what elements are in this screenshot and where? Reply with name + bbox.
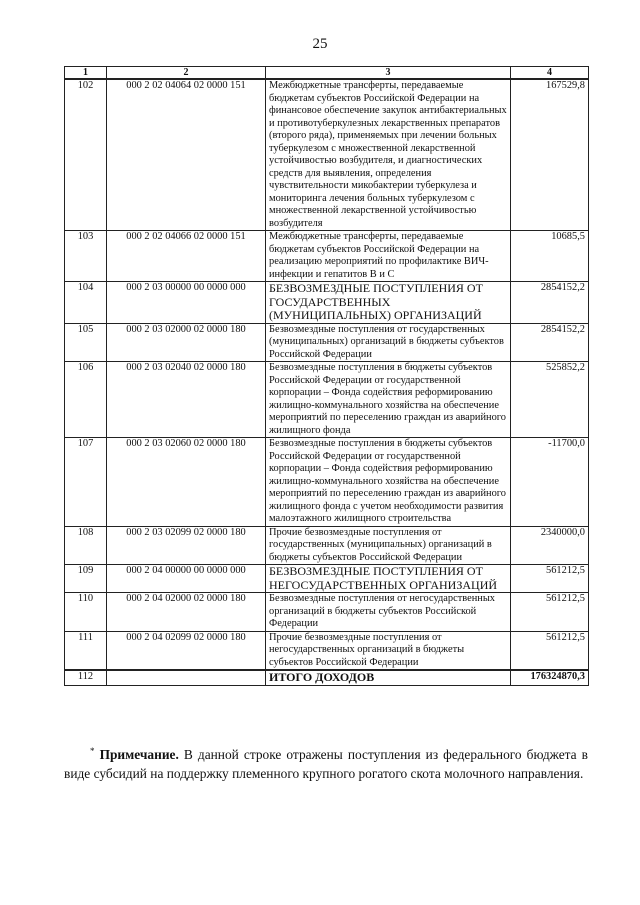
- row-number: 105: [65, 323, 107, 362]
- row-amount: 167529,8: [511, 79, 589, 231]
- row-description: БЕЗВОЗМЕЗДНЫЕ ПОСТУПЛЕНИЯ ОТ НЕГОСУДАРСТВЕННЫХ ОРГАНИЗАЦИЙ: [266, 565, 511, 593]
- table-row: [65, 438, 589, 527]
- row-number: 109: [65, 565, 107, 593]
- row-description: Безвозмездные поступления от негосударственных организаций в бюджеты субъектов Российской Федерации: [266, 593, 511, 632]
- page-number: 25: [312, 36, 328, 52]
- row-number: 108: [65, 526, 107, 565]
- row-amount: 2854152,2: [511, 282, 589, 324]
- table-header-row: [65, 67, 589, 80]
- table-row: [65, 323, 589, 362]
- budget-code: 000 2 02 04066 02 0000 151: [107, 231, 266, 282]
- budget-code: 000 2 04 02099 02 0000 180: [107, 631, 266, 670]
- table-row: [65, 362, 589, 438]
- column-header-3: 3: [266, 67, 511, 80]
- row-number: 112: [65, 670, 107, 685]
- row-number: 104: [65, 282, 107, 324]
- budget-code: [107, 670, 266, 685]
- revenue-table: [64, 66, 589, 686]
- table-row: [65, 631, 589, 670]
- row-amount: 525852,2: [511, 362, 589, 438]
- budget-code: 000 2 02 04064 02 0000 151: [107, 79, 266, 231]
- row-number: 102: [65, 79, 107, 231]
- table-row: [65, 526, 589, 565]
- column-header-1: 1: [65, 67, 107, 80]
- table-row: [65, 565, 589, 593]
- row-number: 107: [65, 438, 107, 527]
- total-amount: 176324870,3: [511, 670, 589, 685]
- row-amount: 10685,5: [511, 231, 589, 282]
- row-description: Безвозмездные поступления от государственных (муниципальных) организаций в бюджеты субъектов Российской Федерации: [266, 323, 511, 362]
- budget-code: 000 2 04 00000 00 0000 000: [107, 565, 266, 593]
- row-number: 111: [65, 631, 107, 670]
- row-amount: 561212,5: [511, 631, 589, 670]
- table-row: [65, 282, 589, 324]
- row-amount: -11700,0: [511, 438, 589, 527]
- row-description: Прочие безвозмездные поступления от государственных (муниципальных) организаций в бюджеты субъектов Российской Федерации: [266, 526, 511, 565]
- budget-code: 000 2 03 00000 00 0000 000: [107, 282, 266, 324]
- row-number: 103: [65, 231, 107, 282]
- row-number: 106: [65, 362, 107, 438]
- row-amount: 2340000,0: [511, 526, 589, 565]
- table-row: [65, 231, 589, 282]
- total-label: ИТОГО ДОХОДОВ: [266, 670, 511, 685]
- footnote-text: В данной строке отражены поступления из федерального бюджета в виде субсидий на поддержку племенного крупного рогатого скота молочного направления.: [64, 747, 588, 781]
- footnote: [64, 742, 588, 783]
- budget-code: 000 2 03 02000 02 0000 180: [107, 323, 266, 362]
- budget-code: 000 2 03 02099 02 0000 180: [107, 526, 266, 565]
- row-description: БЕЗВОЗМЕЗДНЫЕ ПОСТУПЛЕНИЯ ОТ ГОСУДАРСТВЕННЫХ (МУНИЦИПАЛЬНЫХ) ОРГАНИЗАЦИЙ: [266, 282, 511, 324]
- row-description: Безвозмездные поступления в бюджеты субъектов Российской Федерации от государственной корпорации – Фонда содействия реформированию жилищно-коммунального хозяйства на обеспечение мероприятий по переселению граждан из аварийного жилищного фонда с учетом необходимости развития малоэтажного жилищного строительства: [266, 438, 511, 527]
- column-header-4: 4: [511, 67, 589, 80]
- row-description: Прочие безвозмездные поступления от негосударственных организаций в бюджеты субъектов Российской Федерации: [266, 631, 511, 670]
- budget-code: 000 2 03 02040 02 0000 180: [107, 362, 266, 438]
- row-description: Безвозмездные поступления в бюджеты субъектов Российской Федерации от государственной корпорации – Фонда содействия реформированию жилищно-коммунального хозяйства на обеспечение мероприятий по переселению граждан из аварийного жилищного фонда: [266, 362, 511, 438]
- footnote-marker: *: [90, 746, 95, 756]
- row-amount: 561212,5: [511, 565, 589, 593]
- row-description: Межбюджетные трансферты, передаваемые бюджетам субъектов Российской Федерации на реализацию мероприятий по профилактике ВИЧ-инфекции и гепатитов В и С: [266, 231, 511, 282]
- footnote-label: Примечание.: [99, 747, 179, 762]
- row-description: Межбюджетные трансферты, передаваемые бюджетам субъектов Российской Федерации на финансовое обеспечение закупок антибактериальных и противотуберкулезных лекарственных препаратов (второго ряда), применяемых при лечении больных туберкулезом с множественной лекарственной устойчивостью возбудителя, и диагностических средств для выявления, определения чувствительности микобактерии туберкулеза и мониторинга лечения больных туберкулезом с множественной лекарственной устойчивостью возбудителя: [266, 79, 511, 231]
- row-amount: 2854152,2: [511, 323, 589, 362]
- budget-code: 000 2 03 02060 02 0000 180: [107, 438, 266, 527]
- budget-code: 000 2 04 02000 02 0000 180: [107, 593, 266, 632]
- table-row: [65, 79, 589, 231]
- total-row: [65, 670, 589, 685]
- row-amount: 561212,5: [511, 593, 589, 632]
- column-header-2: 2: [107, 67, 266, 80]
- row-number: 110: [65, 593, 107, 632]
- table-row: [65, 593, 589, 632]
